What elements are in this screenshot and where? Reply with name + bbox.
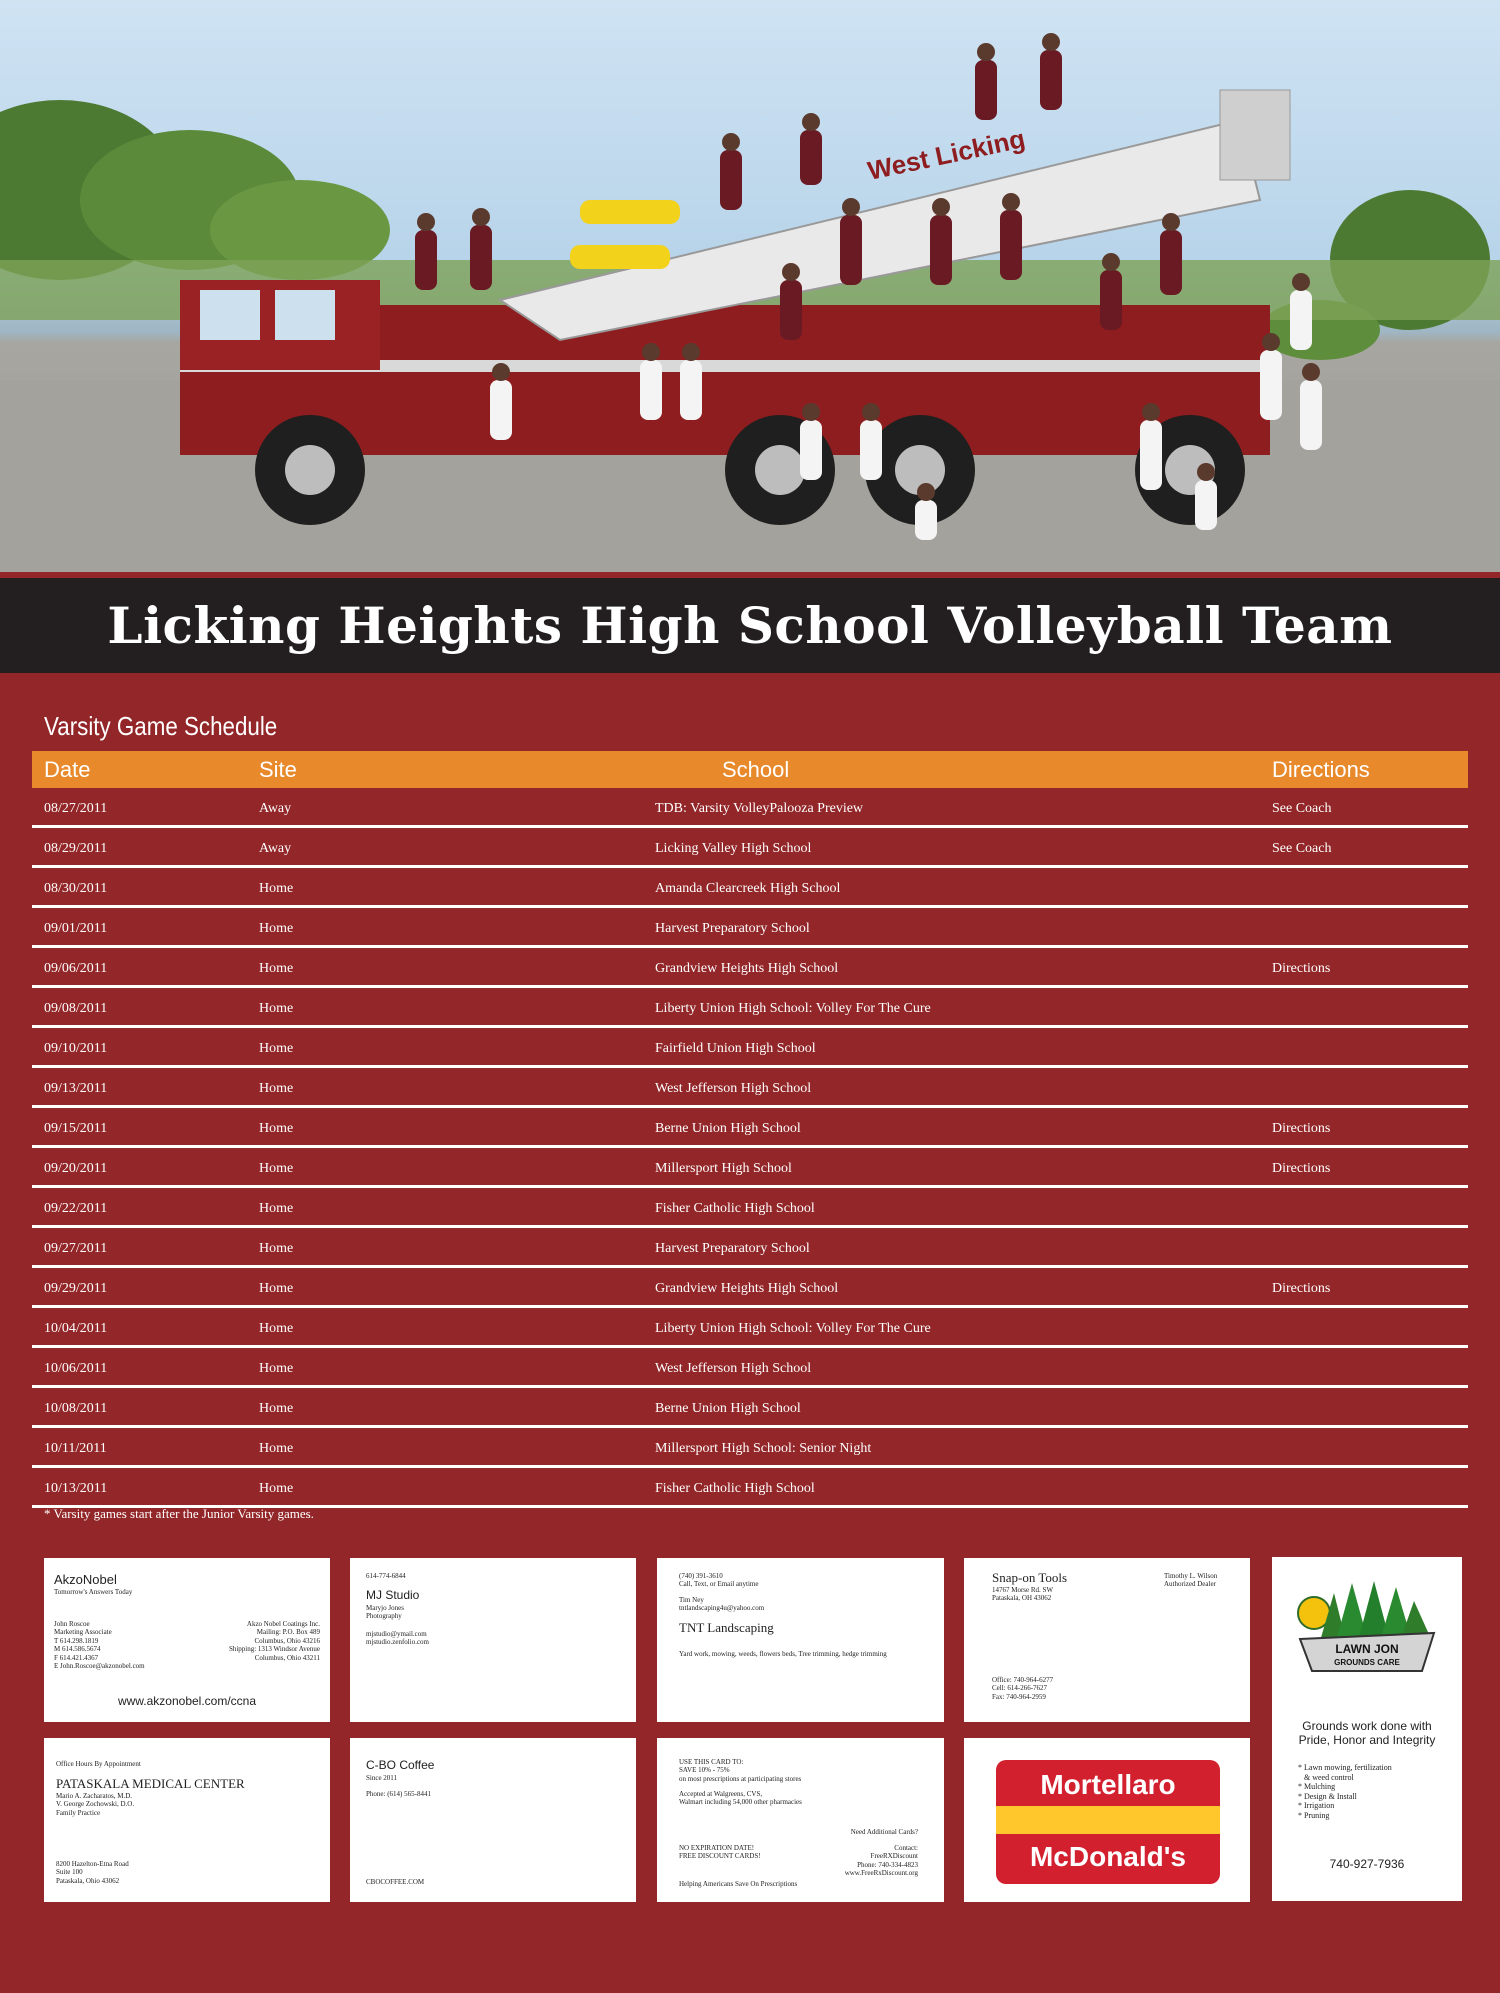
mcdonalds-line2: McDonald's xyxy=(1029,1841,1186,1872)
snapon-name: Snap-on Tools xyxy=(992,1570,1068,1585)
game-date: 09/08/2011 xyxy=(44,1001,108,1016)
schedule-row xyxy=(32,1028,1468,1068)
game-directions-link[interactable]: Directions xyxy=(1272,1121,1331,1136)
snapon-dealer: Timothy L. Wilson Authorized Dealer xyxy=(1164,1572,1218,1589)
game-school: Millersport High School xyxy=(655,1161,792,1176)
schedule-row xyxy=(32,788,1468,828)
schedule-table xyxy=(32,751,1468,1508)
schedule-row xyxy=(32,908,1468,948)
game-school: Millersport High School: Senior Night xyxy=(655,1441,872,1456)
cbo-phone: Phone: (614) 565-8441 xyxy=(366,1790,431,1798)
mj-studio-phone: 614-774-6844 xyxy=(366,1572,406,1580)
mcdonalds-line1: Mortellaro xyxy=(1040,1769,1176,1800)
pataskala-medical-card xyxy=(44,1738,330,1902)
game-date: 08/29/2011 xyxy=(44,841,108,856)
cbo-name: C-BO Coffee xyxy=(366,1758,435,1772)
lawn-jon-logo xyxy=(1272,1571,1462,1681)
game-site: Home xyxy=(259,1241,294,1256)
schedule-header-row xyxy=(32,751,1468,788)
mortellaro-mcdonalds-card xyxy=(964,1738,1250,1902)
game-date: 09/10/2011 xyxy=(44,1041,108,1056)
schedule-row xyxy=(32,828,1468,868)
game-date: 09/20/2011 xyxy=(44,1161,108,1176)
game-school: Liberty Union High School: Volley For The Cure xyxy=(655,1321,931,1336)
column-header-school: School xyxy=(722,757,790,782)
schedule-row xyxy=(32,1388,1468,1428)
game-school: TDB: Varsity VolleyPalooza Preview xyxy=(655,801,864,816)
tnt-contact: Tim Ney tntlandscaping4u@yahoo.com xyxy=(679,1596,765,1613)
game-directions-link[interactable]: Directions xyxy=(1272,961,1331,976)
game-site: Home xyxy=(259,1361,294,1376)
game-site: Home xyxy=(259,1041,294,1056)
discount-accepted: Accepted at Walgreens, CVS, Walmart including 54,000 other pharmacies xyxy=(679,1790,802,1807)
game-school: Berne Union High School xyxy=(655,1121,801,1136)
game-site: Home xyxy=(259,1321,294,1336)
tnt-landscaping-card xyxy=(657,1558,944,1722)
game-school: Licking Valley High School xyxy=(655,841,812,856)
game-date: 08/30/2011 xyxy=(44,881,108,896)
game-site: Home xyxy=(259,1121,294,1136)
tnt-phone: (740) 391-3610 Call, Text, or Email anytime xyxy=(679,1572,759,1589)
cbo-since: Since 2011 xyxy=(366,1774,398,1782)
mj-studio-details: Maryjo Jones Photography xyxy=(366,1604,404,1621)
lawn-jon-services: * Lawn mowing, fertilization & weed control * Mulching * Design & Install * Irrigation * Pruning xyxy=(1298,1763,1392,1820)
game-date: 09/27/2011 xyxy=(44,1241,108,1256)
game-school: Harvest Preparatory School xyxy=(655,921,810,936)
game-school: West Jefferson High School xyxy=(655,1081,812,1096)
title-underline xyxy=(0,673,1500,678)
game-site: Home xyxy=(259,1161,294,1176)
schedule-heading: Varsity Game Schedule xyxy=(44,711,278,741)
game-directions: See Coach xyxy=(1272,841,1332,856)
lawn-jon-card xyxy=(1272,1557,1462,1901)
schedule-row xyxy=(32,1308,1468,1348)
schedule-row xyxy=(32,1188,1468,1228)
page-title: Licking Heights High School Volleyball Team xyxy=(107,596,1393,655)
game-site: Away xyxy=(259,801,292,816)
snap-on-tools-card xyxy=(964,1558,1250,1722)
akzonobel-url: www.akzonobel.com/ccna xyxy=(117,1694,257,1708)
tnt-services: Yard work, mowing, weeds, flowers beds, Tree trimming, hedge trimming xyxy=(679,1650,887,1658)
akzonobel-address: Akzo Nobel Coatings Inc. Mailing: P.O. Box 489 Columbus, Ohio 43216 Shipping: 1313 Windsor Avenue Columbus, Ohio 43211 xyxy=(228,1620,320,1662)
schedule-footnote: * Varsity games start after the Junior Varsity games. xyxy=(44,1506,314,1521)
discount-slogan: Helping Americans Save On Prescriptions xyxy=(679,1880,798,1888)
akzonobel-tagline: Tomorrow's Answers Today xyxy=(54,1588,133,1596)
game-date: 10/13/2011 xyxy=(44,1481,108,1496)
game-date: 09/13/2011 xyxy=(44,1081,108,1096)
game-date: 09/06/2011 xyxy=(44,961,108,976)
game-school: Amanda Clearcreek High School xyxy=(655,881,841,896)
lawn-jon-logo-sub: GROUNDS CARE xyxy=(1334,1658,1400,1667)
schedule-row xyxy=(32,1148,1468,1188)
mj-studio-name: MJ Studio xyxy=(366,1588,420,1602)
game-site: Home xyxy=(259,961,294,976)
column-header-directions: Directions xyxy=(1272,757,1370,782)
game-date: 10/04/2011 xyxy=(44,1321,108,1336)
fire-truck-photo-illustration xyxy=(0,0,1500,572)
game-school: Fairfield Union High School xyxy=(655,1041,816,1056)
akzonobel-contact: John Roscoe Marketing Associate T 614.298.1819 M 614.586.5674 F 614.421.4367 E John.Roscoe@akzonobel.com xyxy=(54,1620,145,1670)
game-date: 10/11/2011 xyxy=(44,1441,107,1456)
game-site: Home xyxy=(259,1281,294,1296)
lawn-jon-phone: 740-927-7936 xyxy=(1329,1857,1405,1871)
schedule-row xyxy=(32,1428,1468,1468)
discount-offer: USE THIS CARD TO: SAVE 10% - 75% on most prescriptions at participating stores xyxy=(679,1758,802,1783)
mj-studio-contact: mjstudio@ymail.com mjstudio.zenfolio.com xyxy=(366,1630,429,1647)
pataskala-address: 8200 Hazelton-Etna Road Suite 100 Pataskala, Ohio 43062 xyxy=(56,1860,129,1885)
game-date: 09/15/2011 xyxy=(44,1121,108,1136)
column-header-site: Site xyxy=(259,757,297,782)
schedule-row xyxy=(32,1468,1468,1508)
truck-lettering: West Licking xyxy=(865,123,1028,186)
schedule-row xyxy=(32,1228,1468,1268)
game-site: Home xyxy=(259,921,294,936)
schedule-row xyxy=(32,988,1468,1028)
schedule-row xyxy=(32,1068,1468,1108)
snapon-address: 14767 Morse Rd. SW Pataskala, OH 43062 xyxy=(992,1586,1054,1603)
game-date: 09/01/2011 xyxy=(44,921,108,936)
cbo-coffee-card xyxy=(350,1738,636,1902)
team-photo xyxy=(0,0,1500,572)
game-school: Grandview Heights High School xyxy=(655,1281,839,1296)
discount-contact: Contact: FreeRXDiscount Phone: 740-334-4823 www.FreeRxDiscount.org xyxy=(844,1844,918,1878)
schedule-row xyxy=(32,868,1468,908)
free-rx-discount-card xyxy=(657,1738,944,1902)
game-directions: See Coach xyxy=(1272,801,1332,816)
mj-studio-card xyxy=(350,1558,636,1722)
schedule-row xyxy=(32,1348,1468,1388)
tnt-name: TNT Landscaping xyxy=(679,1620,774,1635)
game-directions-link[interactable]: Directions xyxy=(1272,1281,1331,1296)
game-school: Grandview Heights High School xyxy=(655,961,839,976)
schedule-row xyxy=(32,1268,1468,1308)
game-site: Away xyxy=(259,841,292,856)
pataskala-name: PATASKALA MEDICAL CENTER xyxy=(56,1776,245,1791)
game-site: Home xyxy=(259,1441,294,1456)
game-date: 08/27/2011 xyxy=(44,801,108,816)
game-date: 10/06/2011 xyxy=(44,1361,108,1376)
column-header-date: Date xyxy=(44,757,91,782)
game-school: Fisher Catholic High School xyxy=(655,1481,815,1496)
game-school: Liberty Union High School: Volley For The Cure xyxy=(655,1001,931,1016)
lawn-jon-logo-name: LAWN JON xyxy=(1335,1642,1399,1656)
game-date: 09/29/2011 xyxy=(44,1281,108,1296)
schedule-row xyxy=(32,948,1468,988)
game-school: Harvest Preparatory School xyxy=(655,1241,810,1256)
akzonobel-card xyxy=(44,1558,330,1722)
akzonobel-name: AkzoNobel xyxy=(54,1572,117,1587)
pataskala-doctors: Mario A. Zacharatos, M.D. V. George Zochowski, D.O. Family Practice xyxy=(56,1792,135,1817)
discount-need-cards: Need Additional Cards? xyxy=(850,1828,918,1836)
game-school: West Jefferson High School xyxy=(655,1361,812,1376)
pataskala-hours: Office Hours By Appointment xyxy=(56,1760,141,1768)
game-site: Home xyxy=(259,1401,294,1416)
game-site: Home xyxy=(259,1001,294,1016)
game-site: Home xyxy=(259,1201,294,1216)
game-school: Berne Union High School xyxy=(655,1401,801,1416)
game-site: Home xyxy=(259,1481,294,1496)
discount-no-expiration: NO EXPIRATION DATE! FREE DISCOUNT CARDS! xyxy=(679,1844,761,1861)
game-date: 10/08/2011 xyxy=(44,1401,108,1416)
snapon-phones: Office: 740-964-6277 Cell: 614-266-7627 Fax: 740-964-2959 xyxy=(992,1676,1054,1701)
lawn-jon-tagline: Grounds work done with Pride, Honor and Integrity xyxy=(1298,1719,1436,1748)
game-date: 09/22/2011 xyxy=(44,1201,108,1216)
mcdonalds-logo xyxy=(996,1760,1220,1884)
title-band xyxy=(0,578,1500,678)
schedule-row xyxy=(32,1108,1468,1148)
golden-arches-icon: m xyxy=(1090,1798,1126,1842)
game-site: Home xyxy=(259,881,294,896)
game-directions-link[interactable]: Directions xyxy=(1272,1161,1331,1176)
cbo-url: CBOCOFFEE.COM xyxy=(366,1878,425,1886)
game-school: Fisher Catholic High School xyxy=(655,1201,815,1216)
game-site: Home xyxy=(259,1081,294,1096)
